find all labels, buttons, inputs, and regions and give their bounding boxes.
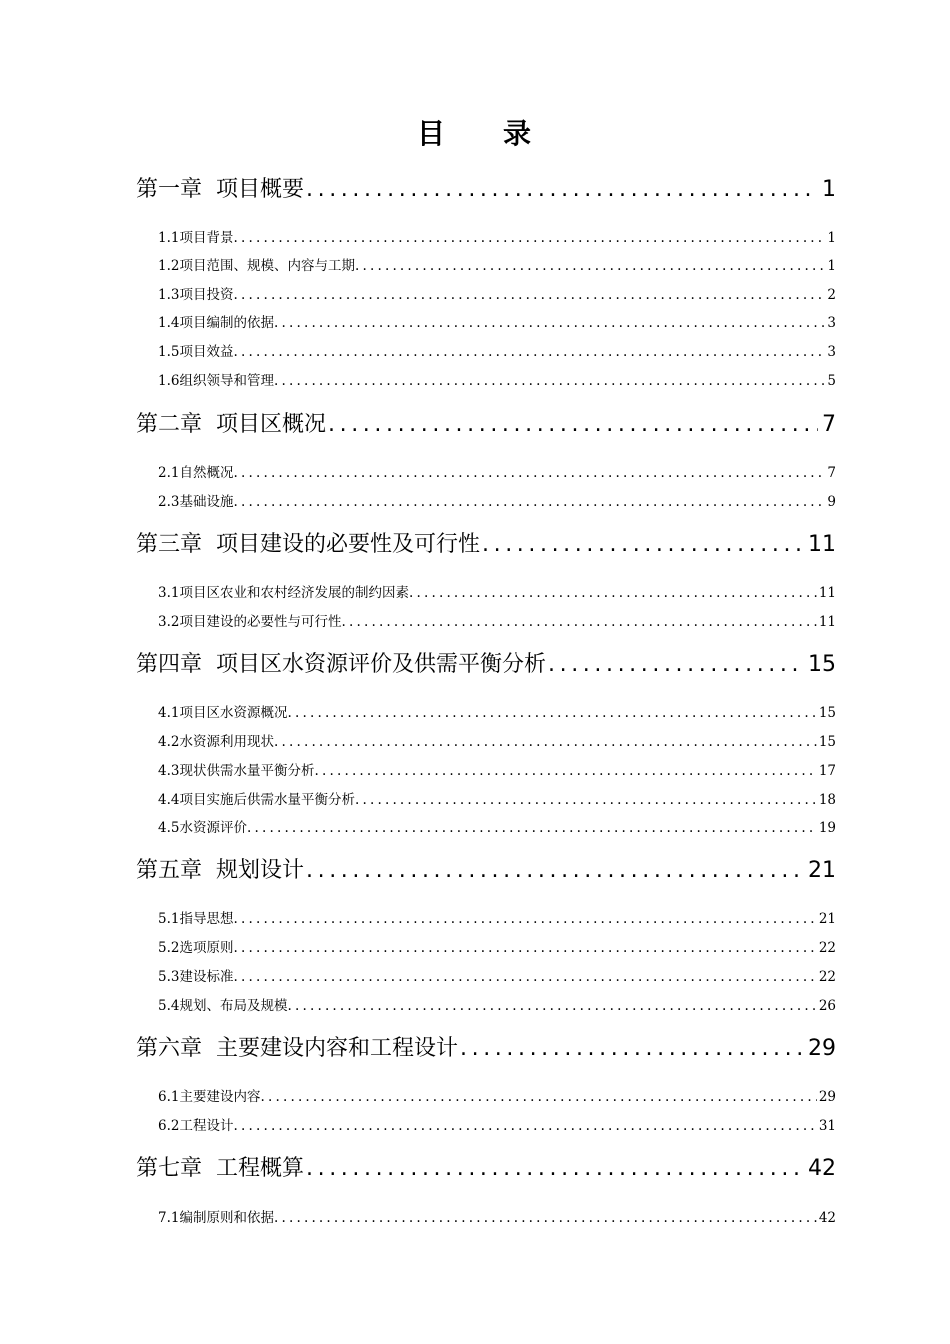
toc-chapter-entry[interactable] (136, 1034, 836, 1064)
section-number: 4.4 (158, 792, 180, 808)
toc-section-entry[interactable] (158, 1087, 836, 1107)
dot-leader (306, 856, 804, 886)
page-number: 1 (822, 177, 836, 202)
page-number: 9 (827, 494, 836, 510)
chapter-title: 项目区概况 (216, 412, 327, 437)
dot-leader (233, 342, 825, 362)
toc-section-entry[interactable] (158, 1116, 836, 1136)
section-title: 主要建设内容 (179, 1089, 261, 1105)
section-number: 1.2 (158, 258, 180, 274)
dot-leader (233, 938, 816, 958)
page-number: 11 (818, 585, 836, 601)
page-number: 17 (818, 763, 836, 779)
dot-leader (314, 761, 816, 781)
section-number: 3.1 (158, 585, 180, 601)
chapter-title: 规划设计 (216, 858, 305, 883)
section-number: 1.5 (158, 344, 180, 360)
dot-leader (260, 1087, 816, 1107)
toc-section-entry[interactable] (158, 313, 836, 333)
section-number: 7.1 (158, 1210, 180, 1226)
toc-section-entry[interactable] (158, 463, 836, 483)
section-title: 项目效益 (179, 344, 234, 360)
page-number: 11 (808, 532, 836, 557)
section-number: 1.1 (158, 230, 180, 246)
dot-leader (409, 583, 817, 603)
section-title: 现状供需水量平衡分析 (179, 763, 315, 779)
page-number: 29 (808, 1036, 836, 1061)
toc-section-entry[interactable] (158, 938, 836, 958)
page-number: 1 (827, 230, 836, 246)
section-number: 5.1 (158, 911, 180, 927)
section-number: 4.5 (158, 820, 180, 836)
dot-leader (287, 703, 816, 723)
section-title: 选项原则 (179, 940, 234, 956)
dot-leader (355, 790, 817, 810)
dot-leader (306, 1154, 804, 1184)
section-number: 6.1 (158, 1089, 180, 1105)
section-number: 3.2 (158, 614, 180, 630)
title-char: 录 (503, 117, 534, 150)
section-number: 2.3 (158, 494, 180, 510)
toc-section-entry[interactable] (158, 228, 836, 248)
section-title: 项目范围、规模、内容与工期 (179, 258, 355, 274)
chapter-label: 第四章 (136, 652, 203, 677)
page-number: 5 (827, 373, 836, 389)
toc-chapter-entry[interactable] (136, 175, 836, 205)
chapter-title: 项目建设的必要性及可行性 (216, 532, 481, 557)
section-number: 1.3 (158, 287, 180, 303)
chapter-title: 主要建设内容和工程设计 (216, 1036, 459, 1061)
page-number: 42 (818, 1210, 836, 1226)
page-number: 1 (827, 258, 836, 274)
page-number: 22 (818, 940, 836, 956)
dot-leader (233, 967, 816, 987)
section-number: 1.4 (158, 315, 180, 331)
dot-leader (233, 909, 816, 929)
dot-leader (482, 530, 804, 560)
dot-leader (355, 256, 825, 276)
section-title: 组织领导和管理 (179, 373, 274, 389)
page-number: 21 (818, 911, 836, 927)
section-title: 项目建设的必要性与可行性 (179, 614, 342, 630)
page-number: 42 (808, 1156, 836, 1181)
section-title: 自然概况 (179, 465, 234, 481)
page-number: 15 (818, 705, 836, 721)
dot-leader (233, 492, 825, 512)
page-number: 15 (808, 652, 836, 677)
chapter-label: 第六章 (136, 1036, 203, 1061)
chapter-label: 第七章 (136, 1156, 203, 1181)
toc-section-entry[interactable] (158, 1208, 836, 1228)
toc-chapter-entry[interactable] (136, 856, 836, 886)
page-number: 18 (818, 792, 836, 808)
chapter-title: 项目概要 (216, 177, 305, 202)
section-title: 项目背景 (179, 230, 234, 246)
section-title: 项目实施后供需水量平衡分析 (179, 792, 355, 808)
dot-leader (233, 463, 825, 483)
section-title: 工程设计 (179, 1118, 234, 1134)
dot-leader (274, 371, 825, 391)
page-number: 3 (827, 315, 836, 331)
chapter-title: 项目区水资源评价及供需平衡分析 (216, 652, 547, 677)
toc-section-entry[interactable] (158, 256, 836, 276)
section-number: 5.3 (158, 969, 180, 985)
page-number: 15 (818, 734, 836, 750)
dot-leader (306, 175, 818, 205)
dot-leader (274, 1208, 817, 1228)
section-number: 6.2 (158, 1118, 180, 1134)
toc-section-entry[interactable] (158, 909, 836, 929)
chapter-label: 第二章 (136, 412, 203, 437)
chapter-label: 第一章 (136, 177, 203, 202)
page-number: 11 (818, 614, 836, 630)
page-number: 3 (827, 344, 836, 360)
toc-chapter-entry[interactable] (136, 650, 836, 680)
section-title: 规划、布局及规模 (179, 998, 288, 1014)
toc-section-entry[interactable] (158, 996, 836, 1016)
toc-section-entry[interactable] (158, 732, 836, 752)
page-number: 2 (827, 287, 836, 303)
dot-leader (274, 313, 825, 333)
section-number: 5.4 (158, 998, 180, 1014)
section-title: 项目区水资源概况 (179, 705, 288, 721)
section-title: 基础设施 (179, 494, 234, 510)
toc-section-entry[interactable] (158, 492, 836, 512)
toc-section-entry[interactable] (158, 967, 836, 987)
toc-section-entry[interactable] (158, 818, 836, 838)
toc-chapter-entry[interactable] (136, 530, 836, 560)
toc-section-entry[interactable] (158, 285, 836, 305)
toc-section-entry[interactable] (158, 790, 836, 810)
page-number: 31 (818, 1118, 836, 1134)
dot-leader (233, 228, 825, 248)
title-char: 目 (416, 117, 447, 150)
chapter-label: 第五章 (136, 858, 203, 883)
section-title: 项目投资 (179, 287, 234, 303)
toc-section-entry[interactable] (158, 342, 836, 362)
page-number: 19 (818, 820, 836, 836)
section-title: 编制原则和依据 (179, 1210, 274, 1226)
page-number: 26 (818, 998, 836, 1014)
dot-leader (328, 410, 818, 440)
toc-section-entry[interactable] (158, 761, 836, 781)
section-title: 水资源评价 (179, 820, 247, 836)
toc-section-entry[interactable] (158, 612, 836, 632)
toc-chapter-entry[interactable] (136, 1154, 836, 1184)
dot-leader (233, 285, 825, 305)
page-number: 21 (808, 858, 836, 883)
toc-section-entry[interactable] (158, 371, 836, 391)
page-number: 7 (822, 412, 836, 437)
section-number: 2.1 (158, 465, 180, 481)
dot-leader (287, 996, 816, 1016)
page-number: 22 (818, 969, 836, 985)
section-title: 项目区农业和农村经济发展的制约因素 (179, 585, 409, 601)
page-number: 7 (827, 465, 836, 481)
section-title: 项目编制的依据 (179, 315, 274, 331)
section-number: 4.1 (158, 705, 180, 721)
section-number: 4.2 (158, 734, 180, 750)
section-title: 水资源利用现状 (179, 734, 274, 750)
chapter-title: 工程概算 (216, 1156, 305, 1181)
toc-section-entry[interactable] (158, 703, 836, 723)
chapter-label: 第三章 (136, 532, 203, 557)
section-title: 建设标准 (179, 969, 234, 985)
section-number: 4.3 (158, 763, 180, 779)
toc-section-entry[interactable] (158, 583, 836, 603)
dot-leader (548, 650, 804, 680)
section-title: 指导思想 (179, 911, 234, 927)
dot-leader (341, 612, 816, 632)
dot-leader (460, 1034, 804, 1064)
dot-leader (247, 818, 817, 838)
dot-leader (233, 1116, 816, 1136)
page-number: 29 (818, 1089, 836, 1105)
section-number: 5.2 (158, 940, 180, 956)
toc-chapter-entry[interactable] (136, 410, 836, 440)
section-number: 1.6 (158, 373, 180, 389)
dot-leader (274, 732, 817, 752)
page-title (0, 112, 950, 152)
